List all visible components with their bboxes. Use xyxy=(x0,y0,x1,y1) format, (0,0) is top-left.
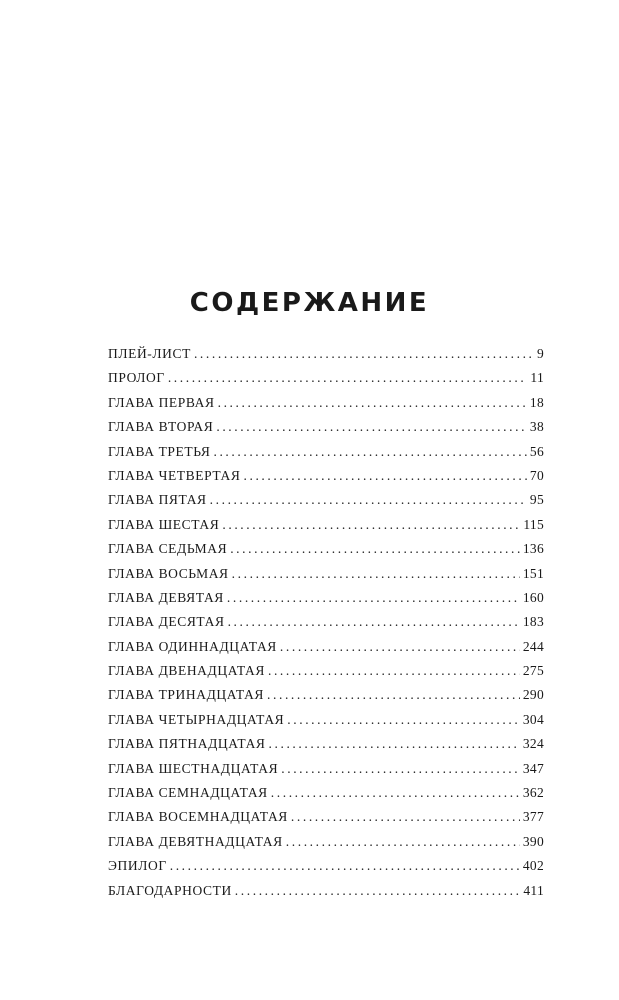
toc-entry-page-number: 290 xyxy=(522,687,544,703)
toc-entry-page-number: 183 xyxy=(522,614,544,630)
toc-entry[interactable] xyxy=(108,440,544,464)
toc-entry-page-number: 9 xyxy=(536,346,544,361)
toc-entry-page-number: 324 xyxy=(522,736,544,752)
toc-entry-label: ГЛАВА ТРИНАДЦАТАЯ xyxy=(108,687,265,703)
toc-entry[interactable] xyxy=(108,781,544,805)
toc-entry-page-number: 377 xyxy=(522,809,544,825)
toc-entry-label: ГЛАВА ШЕСТНАДЦАТАЯ xyxy=(108,760,279,776)
toc-entry[interactable] xyxy=(108,879,544,903)
dot-leader xyxy=(230,537,520,561)
toc-entry-label: ГЛАВА СЕДЬМАЯ xyxy=(108,541,228,557)
toc-entry[interactable] xyxy=(108,659,544,683)
toc-entry-page-number: 402 xyxy=(522,858,544,874)
toc-entry-page-number: 38 xyxy=(529,419,544,435)
dot-leader xyxy=(168,366,528,390)
toc-entry[interactable] xyxy=(108,488,544,512)
toc-entry[interactable] xyxy=(108,513,544,537)
dot-leader xyxy=(268,659,520,683)
dot-leader xyxy=(218,391,527,415)
dot-leader xyxy=(170,854,520,878)
dot-leader xyxy=(194,342,534,366)
toc-entry-page-number: 151 xyxy=(522,565,544,581)
toc-entry[interactable] xyxy=(108,562,544,586)
toc-entry-label: ГЛАВА ТРЕТЬЯ xyxy=(108,443,211,459)
toc-entry-page-number: 11 xyxy=(530,370,544,386)
toc-entry[interactable] xyxy=(108,805,544,829)
toc-entry-label: ГЛАВА СЕМНАДЦАТАЯ xyxy=(108,785,268,801)
dot-leader xyxy=(280,635,520,659)
toc-entry-page-number: 411 xyxy=(523,882,544,898)
toc-entry[interactable] xyxy=(108,708,544,732)
toc-entry[interactable] xyxy=(108,537,544,561)
toc-entry[interactable] xyxy=(108,464,544,488)
toc-entry[interactable] xyxy=(108,586,544,610)
toc-entry[interactable] xyxy=(108,854,544,878)
toc-entry-label: ЭПИЛОГ xyxy=(108,858,167,874)
toc-entry-page-number: 18 xyxy=(529,394,544,410)
toc-entry-page-number: 70 xyxy=(529,467,544,483)
toc-entry-page-number: 95 xyxy=(529,492,544,508)
toc-entry-label: ПРОЛОГ xyxy=(108,370,165,386)
toc-entry-page-number: 244 xyxy=(522,638,544,654)
dot-leader xyxy=(286,830,520,854)
toc-entry[interactable] xyxy=(108,683,544,707)
toc-entry-label: ГЛАВА ШЕСТАЯ xyxy=(108,516,220,532)
dot-leader xyxy=(227,586,520,610)
toc-entry-page-number: 56 xyxy=(529,443,544,459)
toc-entry-label: ГЛАВА ДЕСЯТАЯ xyxy=(108,614,225,630)
toc-entry[interactable] xyxy=(108,391,544,415)
toc-entry[interactable] xyxy=(108,415,544,439)
toc-entry[interactable] xyxy=(108,830,544,854)
toc-entry-label: ГЛАВА ДЕВЯТАЯ xyxy=(108,589,224,605)
dot-leader xyxy=(267,683,520,707)
toc-entry[interactable] xyxy=(108,757,544,781)
dot-leader xyxy=(210,488,527,512)
toc-entry-page-number: 275 xyxy=(522,663,544,679)
toc-entry-page-number: 362 xyxy=(522,785,544,801)
toc-entry-page-number: 160 xyxy=(522,589,544,605)
toc-entry-page-number: 115 xyxy=(523,516,544,532)
toc-entry-label: ГЛАВА ЧЕТВЕРТАЯ xyxy=(108,467,241,483)
toc-entry-label: ГЛАВА ДЕВЯТНАДЦАТАЯ xyxy=(108,833,283,849)
table-of-contents xyxy=(108,342,544,903)
toc-entry[interactable] xyxy=(108,732,544,756)
dot-leader xyxy=(213,440,526,464)
dot-leader xyxy=(271,781,520,805)
dot-leader xyxy=(228,610,520,634)
toc-entry-page-number: 390 xyxy=(522,833,544,849)
dot-leader xyxy=(287,708,520,732)
toc-entry[interactable] xyxy=(108,635,544,659)
toc-entry-label: БЛАГОДАРНОСТИ xyxy=(108,882,232,898)
toc-entry-page-number: 347 xyxy=(522,760,544,776)
toc-entry[interactable] xyxy=(108,610,544,634)
dot-leader xyxy=(281,757,520,781)
dot-leader xyxy=(232,562,520,586)
dot-leader xyxy=(222,513,520,537)
dot-leader xyxy=(216,415,527,439)
toc-entry-page-number: 304 xyxy=(522,711,544,727)
toc-entry-label: ГЛАВА ПЕРВАЯ xyxy=(108,394,215,410)
toc-entry-page-number: 136 xyxy=(522,541,544,557)
toc-entry-label: ГЛАВА ВОСЬМАЯ xyxy=(108,565,229,581)
toc-entry[interactable] xyxy=(108,342,544,366)
dot-leader xyxy=(244,464,527,488)
dot-leader xyxy=(235,879,521,903)
dot-leader xyxy=(291,805,520,829)
toc-entry-label: ГЛАВА ВТОРАЯ xyxy=(108,419,214,435)
toc-entry-label: ГЛАВА ВОСЕМНАДЦАТАЯ xyxy=(108,809,288,825)
toc-entry-label: ГЛАВА ПЯТАЯ xyxy=(108,492,207,508)
toc-entry-label: ГЛАВА ПЯТНАДЦАТАЯ xyxy=(108,736,266,752)
toc-entry-label: ГЛАВА ДВЕНАДЦАТАЯ xyxy=(108,663,265,679)
page-title: СОДЕРЖАНИЕ xyxy=(189,288,430,318)
dot-leader xyxy=(269,732,520,756)
toc-entry[interactable] xyxy=(108,366,544,390)
toc-entry-label: ПЛЕЙ-ЛИСТ xyxy=(108,346,191,361)
toc-entry-label: ГЛАВА ОДИННАДЦАТАЯ xyxy=(108,638,277,654)
toc-entry-label: ГЛАВА ЧЕТЫРНАДЦАТАЯ xyxy=(108,711,285,727)
